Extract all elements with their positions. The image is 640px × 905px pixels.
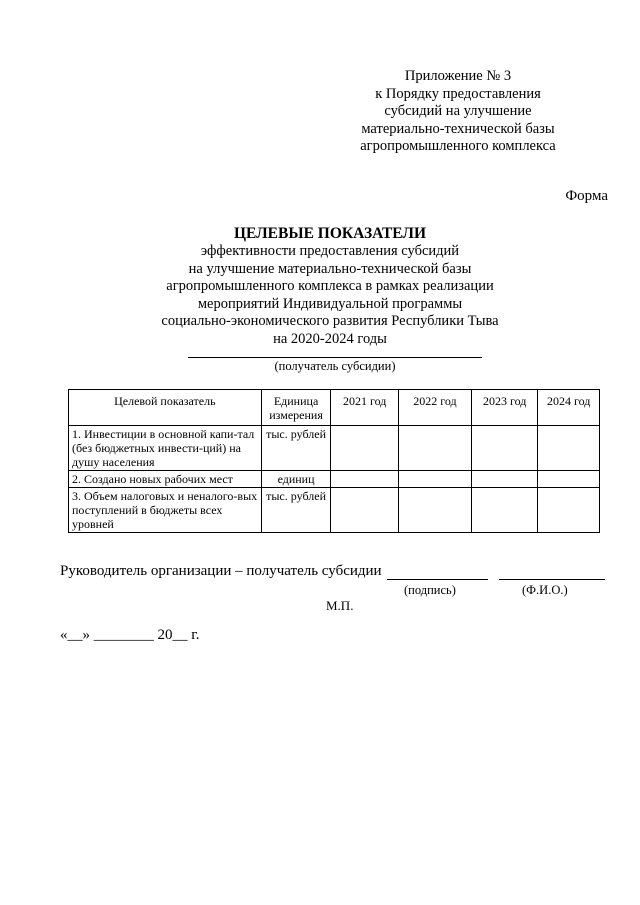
appendix-line: к Порядку предоставления — [375, 85, 541, 102]
indicator-name: 3. Объем налоговых и неналого-вых поступлений в бюджеты всех уровней — [69, 488, 262, 533]
table-row — [69, 488, 600, 533]
title-subtitle — [130, 243, 530, 348]
indicators-table — [68, 389, 600, 533]
table-row — [69, 471, 600, 488]
signature-label: Руководитель организации – получатель субсидии — [60, 563, 382, 579]
title-line: на 2020-2024 годы — [273, 330, 387, 347]
header-indicator: Целевой показатель — [69, 390, 262, 426]
header-2021: 2021 год — [331, 390, 399, 426]
header-unit: Единица измерения — [261, 390, 331, 426]
header-2023: 2023 год — [471, 390, 538, 426]
header-2022: 2022 год — [399, 390, 472, 426]
form-label: Форма — [565, 188, 608, 204]
value-cell-2023[interactable] — [471, 426, 538, 471]
value-cell-2024[interactable] — [538, 426, 600, 471]
value-cell-2021[interactable] — [331, 488, 399, 533]
title-line: на улучшение материально-технической базы — [188, 260, 472, 277]
title-main: ЦЕЛЕВЫЕ ПОКАЗАТЕЛИ — [233, 225, 427, 242]
value-cell-2022[interactable] — [399, 488, 472, 533]
value-cell-2021[interactable] — [331, 471, 399, 488]
title-line: агропромышленного комплекса в рамках реализации — [166, 278, 494, 294]
indicator-name: 2. Создано новых рабочих мест — [69, 471, 262, 488]
indicator-unit: тыс. рублей — [261, 488, 331, 533]
header-2024: 2024 год — [538, 390, 600, 426]
title-line: мероприятий Индивидуальной программы — [197, 295, 463, 312]
appendix-reference — [328, 68, 588, 156]
value-cell-2024[interactable] — [538, 488, 600, 533]
title-line: эффективности предоставления субсидий — [200, 243, 460, 259]
value-cell-2022[interactable] — [399, 471, 472, 488]
recipient-caption: (получатель субсидии) — [274, 359, 396, 373]
value-cell-2024[interactable] — [538, 471, 600, 488]
name-blank-line[interactable] — [499, 579, 605, 580]
value-cell-2021[interactable] — [331, 426, 399, 471]
table-row — [69, 426, 600, 471]
appendix-line: агропромышленного комплекса — [360, 138, 556, 154]
signature-blank-line[interactable] — [387, 579, 488, 580]
indicator-unit: тыс. рублей — [261, 426, 331, 471]
name-caption: (Ф.И.О.) — [522, 583, 568, 597]
table-header-row — [69, 390, 600, 426]
indicator-name: 1. Инвестиции в основной капи-тал (без бюджетных инвести-ций) на душу населения — [69, 426, 262, 471]
date-line[interactable]: «__» ________ 20__ г. — [60, 627, 200, 643]
appendix-line: Приложение № 3 — [404, 68, 512, 84]
stamp-placeholder: М.П. — [326, 598, 354, 613]
appendix-line: субсидий на улучшение — [384, 103, 532, 119]
recipient-blank-line[interactable] — [188, 357, 482, 358]
appendix-line: материально-технической базы — [361, 120, 555, 137]
value-cell-2023[interactable] — [471, 488, 538, 533]
title-line: социально-экономического развития Республики Тыва — [161, 313, 499, 329]
document-title — [130, 224, 530, 348]
indicator-unit: единиц — [261, 471, 331, 488]
signature-caption: (подпись) — [404, 583, 456, 597]
value-cell-2022[interactable] — [399, 426, 472, 471]
value-cell-2023[interactable] — [471, 471, 538, 488]
